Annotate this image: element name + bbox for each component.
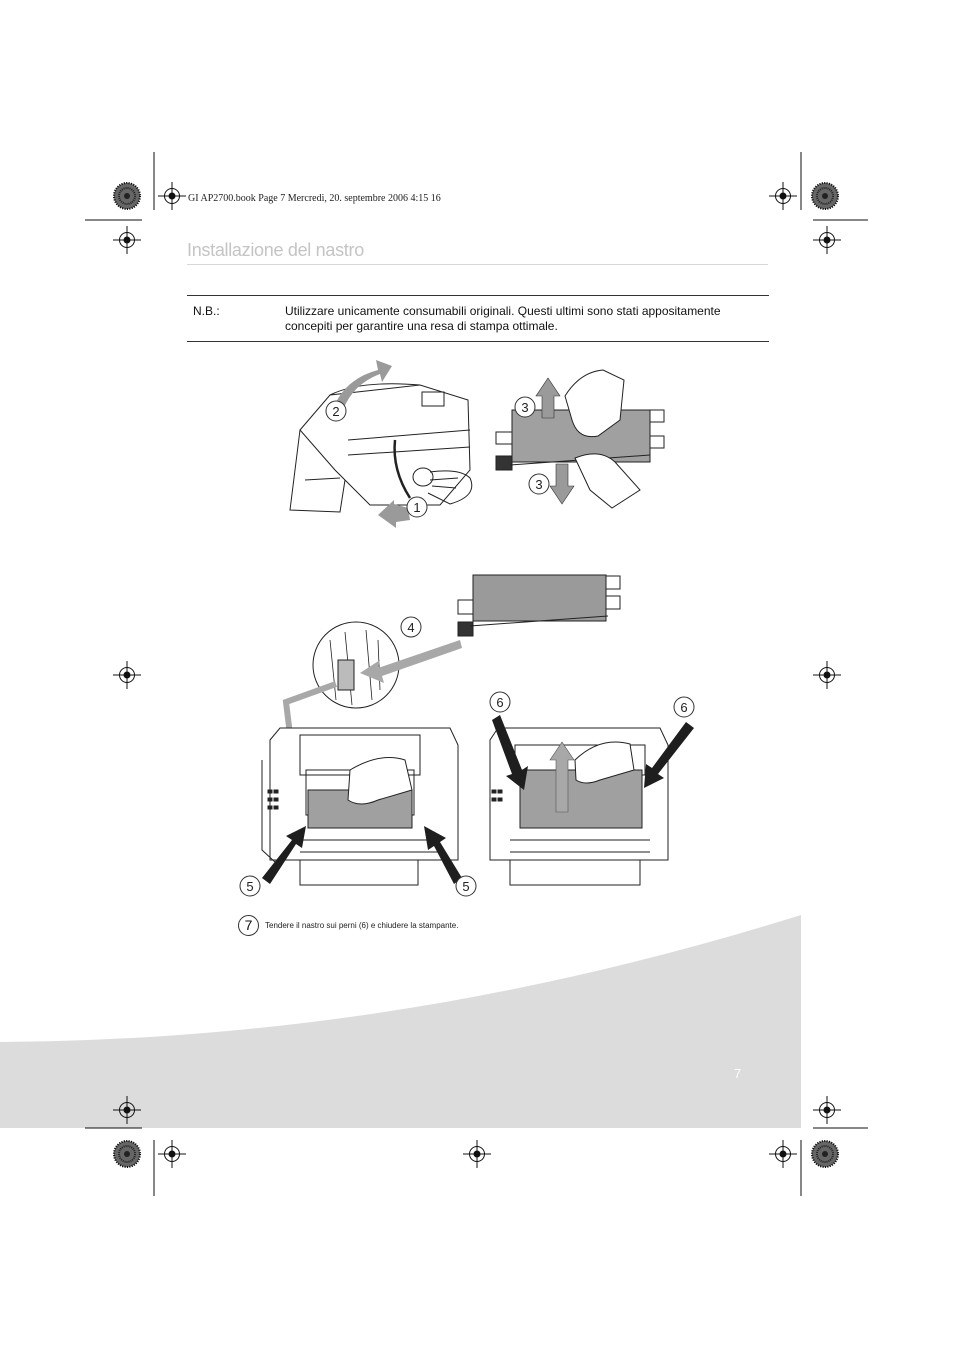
callout-4: 4 [407,620,415,635]
callout-6a: 6 [496,695,504,710]
callout-2: 2 [332,404,340,419]
ribbon-cartridge-illustration [458,575,620,636]
printer-top-right-illustration [490,728,668,885]
footer-band [0,915,801,1128]
page-number: 7 [734,1066,742,1081]
section-title: Installazione del nastro [187,240,364,260]
printer-side-illustration [290,384,472,512]
detail-magnifier [313,622,399,708]
callout-1: 1 [413,500,421,515]
callout-3a: 3 [521,400,529,415]
callout-6b: 6 [680,700,688,715]
arrow-down-ribbon [550,464,574,504]
callout-5a: 5 [246,879,254,894]
title-rule [187,264,768,265]
print-header: GI AP2700.book Page 7 Mercredi, 20. septembre 2006 4:15 16 [188,193,441,204]
step-7-number: 7 [238,915,259,936]
note-bottom-rule [187,341,769,342]
ribbon-unpack-illustration [496,370,664,508]
callout-5b: 5 [462,879,470,894]
note-text: Utilizzare unicamente consumabili originali. Questi ultimi sono stati appositamente concepiti per garantire una resa di stampa ottimale. [285,304,721,333]
note-top-rule [187,295,769,296]
step-7-text: Tendere il nastro sui perni (6) e chiudere la stampante. [265,921,459,930]
printer-top-left-illustration [262,728,458,885]
callout-3b: 3 [535,477,543,492]
note-label: N.B.: [193,304,220,318]
